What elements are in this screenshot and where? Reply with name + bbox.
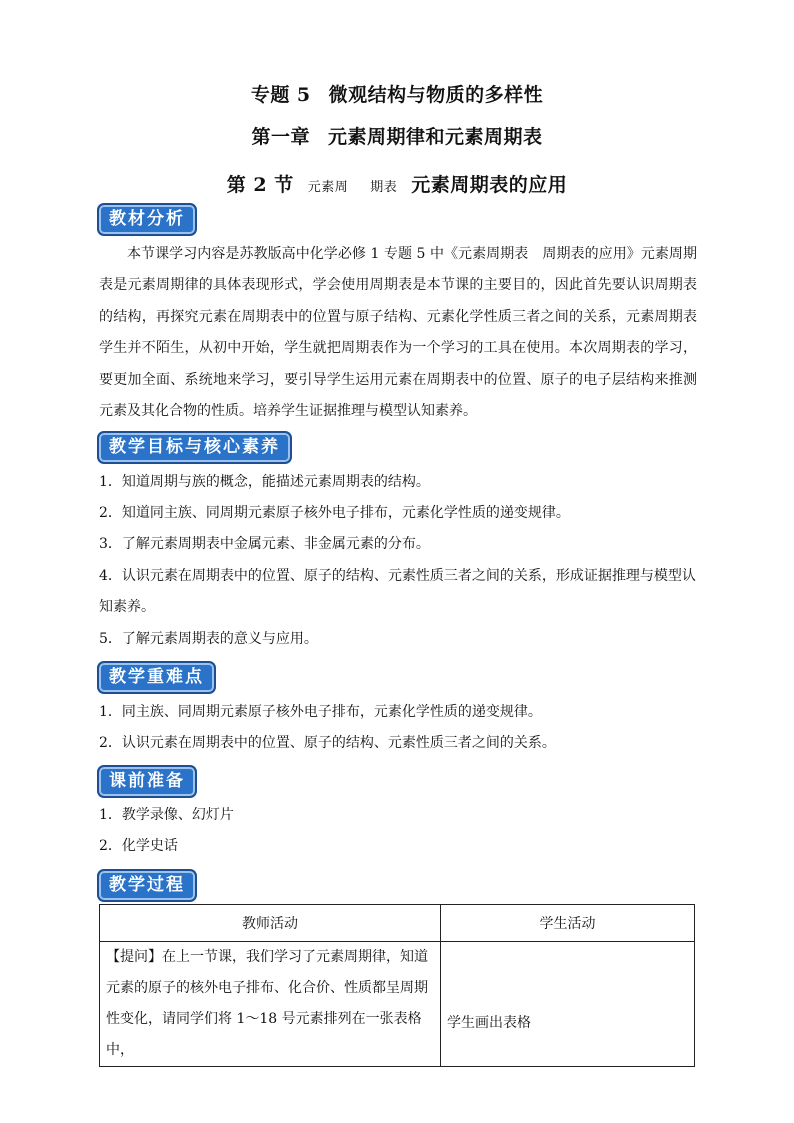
analysis-heading: 教材分析 xyxy=(97,203,197,236)
chapter-name: 元素周期律和元素周期表 xyxy=(328,126,543,148)
goal-item-3: 3．了解元素周期表中金属元素、非金属元素的分布。 xyxy=(99,536,430,552)
process-table xyxy=(99,904,695,1067)
topic-number: 专题 5 xyxy=(250,84,311,106)
goal-item-4: 4．认识元素在周期表中的位置、原子的结构、元素性质三者之间的关系，形成证据推理与模型认知素养。 xyxy=(99,568,696,615)
teacher-activity-cell: 【提问】在上一节课，我们学习了元素周期律，知道元素的原子的核外电子排布、化合价、性质都呈周期性变化，请同学们将 1～18 号元素排列在一张表格中， xyxy=(100,942,441,1067)
section-name: 元素周期表的应用 xyxy=(411,174,568,196)
table-header-row xyxy=(100,905,695,942)
preparation-item-1: 1．教学录像、幻灯片 xyxy=(99,807,234,823)
topic-title xyxy=(0,80,794,107)
goal-item-2: 2．知道同主族、同周期元素原子核外电子排布，元素化学性质的递变规律。 xyxy=(99,505,570,521)
keypoints-heading: 教学重难点 xyxy=(97,661,216,694)
preparation-heading: 课前准备 xyxy=(97,765,197,798)
section-title xyxy=(0,170,794,197)
section-subtitle-part2: 期表 xyxy=(370,180,398,195)
analysis-paragraph: 本节课学习内容是苏教版高中化学必修 1 专题 5 中《元素周期表 周期表的应用》元素周期表是元素周期律的具体表现形式，学会使用周期表是本节课的主要目的，因此首先要认识周期表的结构，再探究元素在周期表中的位置与原子结构、元素化学性质三者之间的关系，元素周期表学生并不陌生，从初中开始，学生就把周期表作为一个学习的工具在使用。本次周期表的学习，要更加全面、系统地来学习，要引导学生运用元素在周期表中的位置、原子的电子层结构来推测元素及其化合物的性质。培养学生证据推理与模型认知素养。 xyxy=(99,246,697,420)
goals-heading: 教学目标与核心素养 xyxy=(97,431,292,464)
student-activity-cell xyxy=(441,942,695,1067)
column-header-teacher: 教师活动 xyxy=(100,905,441,942)
keypoint-item-1: 1．同主族、同周期元素原子核外电子排布，元素化学性质的递变规律。 xyxy=(99,704,542,720)
goal-item-5: 5．了解元素周期表的意义与应用。 xyxy=(99,631,318,647)
keypoint-item-2: 2．认识元素在周期表中的位置、原子的结构、元素性质三者之间的关系。 xyxy=(99,735,556,751)
student-activity-text: 学生画出表格 xyxy=(447,1015,531,1031)
goal-item-1: 1．知道周期与族的概念，能描述元素周期表的结构。 xyxy=(99,474,430,490)
topic-name: 微观结构与物质的多样性 xyxy=(328,84,544,106)
section-subtitle-part1: 元素周 xyxy=(307,180,349,195)
preparation-item-2: 2．化学史话 xyxy=(99,838,178,854)
chapter-title xyxy=(0,122,794,149)
process-heading: 教学过程 xyxy=(97,869,197,902)
chapter-number: 第一章 xyxy=(251,126,310,148)
section-number: 第 2 节 xyxy=(226,174,294,196)
column-header-student: 学生活动 xyxy=(441,905,695,942)
table-row xyxy=(100,942,695,1067)
